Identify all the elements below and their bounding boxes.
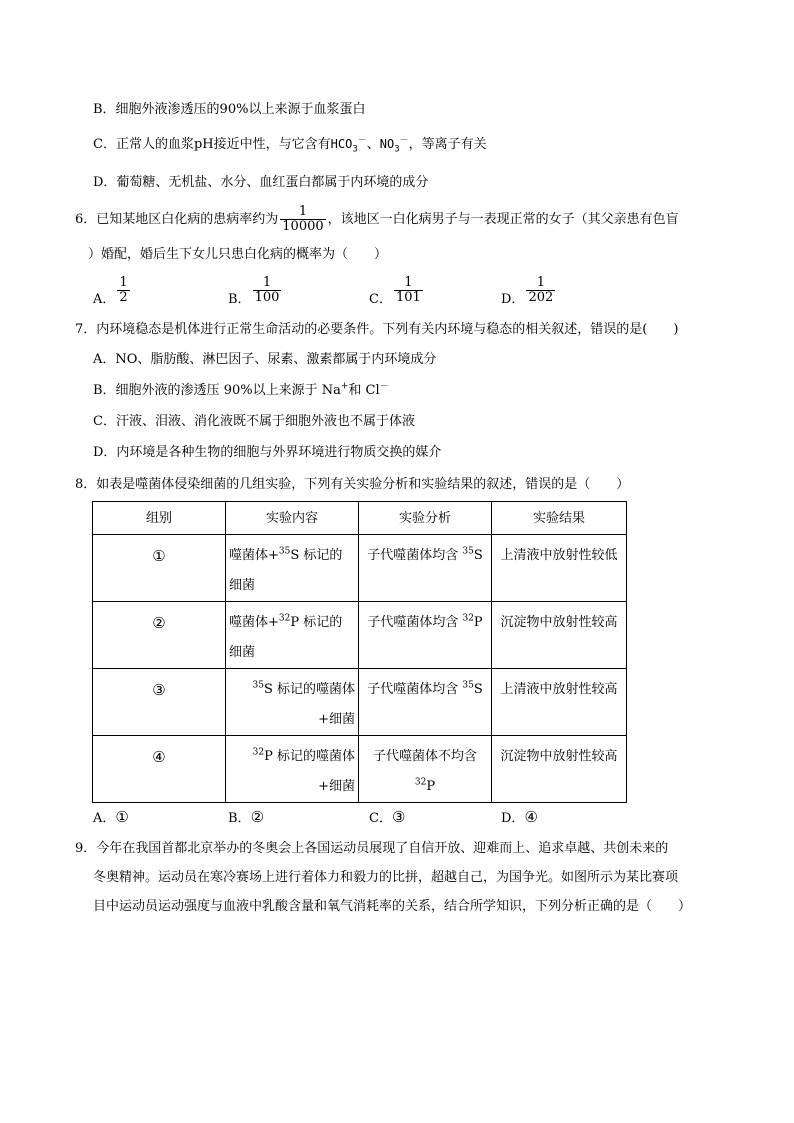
q5-c-ph: pH — [193, 137, 214, 152]
header-analysis: 实验分析 — [359, 502, 492, 535]
q7-option-c: C．汗液、泪液、消化液既不属于细胞外液也不属于体液 — [93, 414, 415, 429]
cell-group: ② — [93, 602, 226, 669]
q6-option-b: B． $\frac{1}{100}$ — [228, 275, 280, 307]
cell-result: 上清液中放射性较高 — [492, 669, 627, 736]
cell-result: 上清液中放射性较低 — [492, 535, 627, 602]
cell-group: ③ — [93, 669, 226, 736]
q5-c-ion-bicarbonate: $HCO_3^-$ — [330, 136, 367, 155]
q9-stem-line1: 9．今年在我国首都北京举办的冬奥会上各国运动员展现了自信开放、迎难而上、追求卓越、共创未来的 — [75, 841, 669, 856]
cell-group: ④ — [93, 736, 226, 803]
cell-result: 沉淀物中放射性较高 — [492, 736, 627, 803]
q5-option-d: D．葡萄糖、无机盐、水分、血红蛋白都属于内环境的成分 — [93, 175, 429, 190]
header-result: 实验结果 — [492, 502, 627, 535]
q8-option-a: A．① — [93, 808, 129, 826]
cell-content: $^{35}$S 标记的噬菌体+细菌 — [226, 669, 359, 736]
table-row — [93, 535, 627, 602]
cell-content: $^{32}$P 标记的噬菌体+细菌 — [226, 736, 359, 803]
q5-c-sep: 、 — [366, 137, 380, 152]
q8-options — [93, 808, 653, 828]
q5-c-ion-nitrate: $NO_3^-$ — [379, 136, 409, 155]
cell-content: 噬菌体+$^{32}$P 标记的细菌 — [226, 602, 359, 669]
q6-option-a: A． $\frac{1}{2}$ — [93, 275, 128, 307]
q6-stem-fraction: $\frac{1}{10000}$ — [282, 204, 324, 234]
header-content: 实验内容 — [226, 502, 359, 535]
cell-group: ① — [93, 535, 226, 602]
q5-option-b: B．细胞外液渗透压的90%以上来源于血浆蛋白 — [93, 102, 366, 117]
q8-stem: 8．如表是噬菌体侵染细菌的几组实验，下列有关实验分析和实验结果的叙述，错误的是（ ） — [75, 477, 630, 492]
q6-stem-line2: ）婚配，婚后生下女儿只患白化病的概率为（ ） — [88, 247, 388, 262]
cell-analysis: 子代噬菌体均含 $^{35}$S — [359, 669, 492, 736]
header-group: 组别 — [93, 502, 226, 535]
q6-option-d: D． $\frac{1}{202}$ — [501, 275, 554, 307]
q7-option-a: A．NO、脂肪酸、淋巴因子、尿素、激素都属于内环境成分 — [93, 352, 437, 367]
q7-option-d: D．内环境是各种生物的细胞与外界环境进行物质交换的媒介 — [93, 445, 442, 460]
table-row — [93, 602, 627, 669]
cell-analysis: 子代噬菌体均含 $^{32}$P — [359, 602, 492, 669]
table-header-row — [93, 502, 627, 535]
q6-stem: 6．已知某地区白化病的患病率约为 $\frac{1}{10000}$ ，该地区一白化病男子与一表现正常的女子（其父亲患有色盲 — [75, 204, 679, 234]
q5-c-text-mid: 接近中性，与它含有 — [213, 137, 331, 152]
cell-result: 沉淀物中放射性较高 — [492, 602, 627, 669]
q9-stem-line3: 目中运动员运动强度与血液中乳酸含量和氧气消耗率的关系，结合所学知识，下列分析正确的是（ ） — [93, 899, 692, 914]
cell-analysis: 子代噬菌体不均含 $^{32}$P — [359, 736, 492, 803]
q7-option-b: B．细胞外液的渗透压 90%以上来源于 Na+和 Cl－ — [93, 381, 389, 398]
q7-stem: 7．内环境稳态是机体进行正常生命活动的必要条件。下列有关内环境与稳态的相关叙述，错误的是( ) — [75, 322, 679, 337]
table-row — [93, 736, 627, 803]
q8-option-d: D．④ — [501, 808, 538, 826]
q9-stem-line2: 冬奥精神。运动员在寒冷赛场上进行着体力和毅力的比拼，超越自己，为国争光。如图所示为某比赛项 — [93, 870, 679, 885]
q8-option-c: C．③ — [369, 808, 406, 826]
q5-option-c — [93, 135, 487, 154]
cell-content: 噬菌体+$^{35}$S 标记的细菌 — [226, 535, 359, 602]
q5-c-text-pre: C．正常人的血浆 — [93, 137, 194, 152]
q8-experiment-table — [92, 501, 627, 803]
q6-options — [93, 276, 653, 310]
cell-analysis: 子代噬菌体均含 $^{35}$S — [359, 535, 492, 602]
q5-c-text-post: ，等离子有关 — [408, 137, 487, 152]
q6-option-c: C． $\frac{1}{101}$ — [369, 275, 421, 307]
table-row — [93, 669, 627, 736]
q8-option-b: B．② — [228, 808, 265, 826]
